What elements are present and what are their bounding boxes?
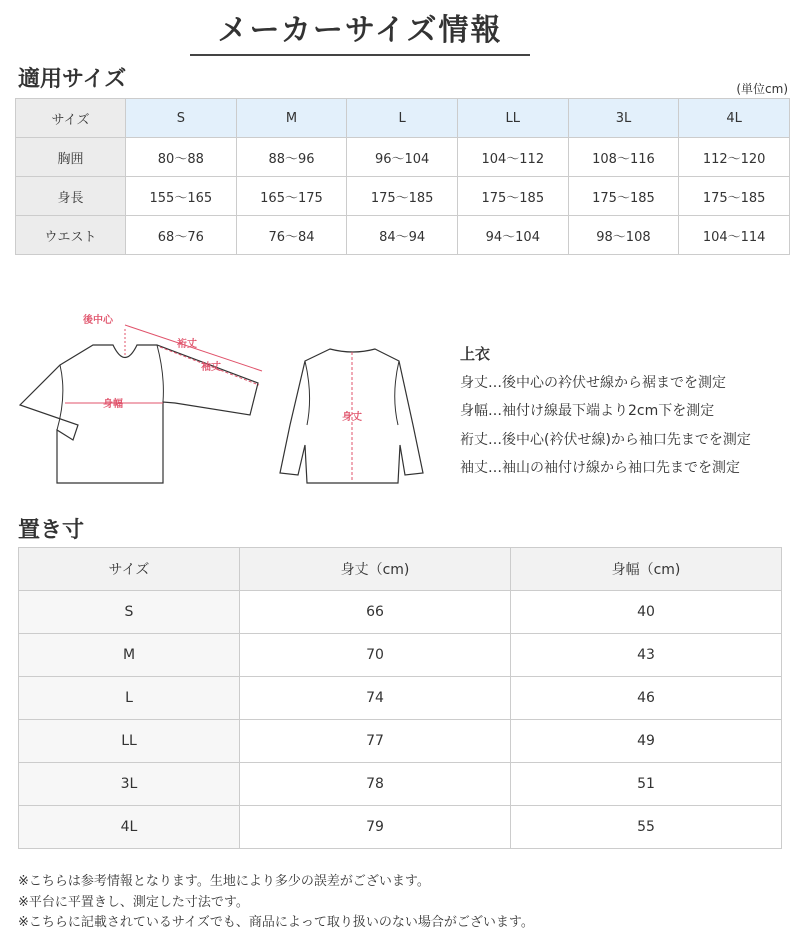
row-label: ウエスト [16, 216, 126, 255]
top-measure-description [460, 340, 751, 483]
flat-size-table [18, 547, 782, 849]
table-header-cell: 身幅（cm) [511, 548, 782, 591]
table-row [16, 216, 790, 255]
shirt-front-outline [20, 345, 258, 483]
table-cell: 55 [511, 806, 782, 849]
table-cell: 94〜104 [457, 216, 568, 255]
table-cell: 68〜76 [126, 216, 237, 255]
table-header-cell: 身丈（cm) [240, 548, 511, 591]
table-header-row [19, 548, 782, 591]
shirt-back-armhole-left [305, 361, 310, 425]
size-col-header: LL [457, 99, 568, 138]
table-header-row [16, 99, 790, 138]
table-cell: 40 [511, 591, 782, 634]
size-col-header: M [236, 99, 347, 138]
page-title: メーカーサイズ情報 [190, 8, 530, 56]
fit-size-table [15, 98, 790, 255]
desc-line: 袖丈…袖山の袖付け線から袖口先までを測定 [460, 460, 740, 476]
table-cell: LL [19, 720, 240, 763]
table-cell: 112〜120 [679, 138, 790, 177]
table-cell: S [19, 591, 240, 634]
table-cell: 43 [511, 634, 782, 677]
desc-line: 身丈…後中心の衿伏せ線から裾までを測定 [460, 374, 726, 391]
fit-size-heading: 適用サイズ [18, 67, 127, 92]
length-label: 身丈 [342, 412, 362, 423]
table-cell: L [19, 677, 240, 720]
desc-line: 裄丈…後中心(衿伏せ線)から袖口先までを測定 [460, 431, 751, 448]
size-label-cell: サイズ [16, 99, 126, 138]
table-cell: 155〜165 [126, 177, 237, 216]
table-cell: 66 [240, 591, 511, 634]
table-cell: 77 [240, 720, 511, 763]
footnotes [18, 872, 534, 934]
footnote: ※平台に平置きし、測定した寸法です。 [18, 894, 249, 910]
table-cell: 3L [19, 763, 240, 806]
table-cell: 51 [511, 763, 782, 806]
table-row [19, 677, 782, 720]
table-cell: 96〜104 [347, 138, 458, 177]
footnote: ※こちらに記載されているサイズでも、商品によって取り扱いのない場合がございます。 [18, 915, 534, 930]
shirt-back-armhole-right [395, 361, 399, 425]
table-row [16, 177, 790, 216]
yuki-label: 裄丈 [177, 339, 197, 350]
table-row [19, 806, 782, 849]
shirt-front-sleeve-seam [157, 345, 163, 402]
table-row [19, 720, 782, 763]
width-label: 身幅 [103, 399, 123, 410]
table-cell: 49 [511, 720, 782, 763]
table-row [19, 591, 782, 634]
footnote: ※こちらは参考情報となります。生地により多少の誤差がございます。 [18, 874, 430, 889]
size-col-header: 4L [679, 99, 790, 138]
unit-label: (単位cm) [736, 82, 788, 96]
table-cell: 175〜185 [568, 177, 679, 216]
table-cell: 108〜116 [568, 138, 679, 177]
table-cell: 104〜112 [457, 138, 568, 177]
table-cell: 4L [19, 806, 240, 849]
table-row [16, 138, 790, 177]
table-cell: 74 [240, 677, 511, 720]
table-cell: 98〜108 [568, 216, 679, 255]
table-cell: M [19, 634, 240, 677]
row-label: 胸囲 [16, 138, 126, 177]
table-cell: 88〜96 [236, 138, 347, 177]
table-cell: 80〜88 [126, 138, 237, 177]
table-cell: 46 [511, 677, 782, 720]
size-col-header: 3L [568, 99, 679, 138]
garment-measurement-diagram [15, 305, 455, 500]
top-desc-heading: 上衣 [460, 345, 491, 363]
row-label: 身長 [16, 177, 126, 216]
table-cell: 84〜94 [347, 216, 458, 255]
table-cell: 165〜175 [236, 177, 347, 216]
table-cell: 70 [240, 634, 511, 677]
table-header-cell: サイズ [19, 548, 240, 591]
size-col-header: L [347, 99, 458, 138]
table-cell: 175〜185 [347, 177, 458, 216]
table-cell: 79 [240, 806, 511, 849]
table-row [19, 763, 782, 806]
shirt-front-armhole [57, 365, 63, 430]
table-cell: 76〜84 [236, 216, 347, 255]
table-cell: 175〜185 [679, 177, 790, 216]
size-col-header: S [126, 99, 237, 138]
table-cell: 104〜114 [679, 216, 790, 255]
flat-size-heading: 置き寸 [18, 518, 85, 543]
sleeve-label: 袖丈 [201, 362, 221, 373]
table-cell: 175〜185 [457, 177, 568, 216]
table-cell: 78 [240, 763, 511, 806]
table-row [19, 634, 782, 677]
desc-line: 身幅…袖付け線最下端より2cm下を測定 [460, 403, 715, 419]
back-center-label: 後中心 [83, 315, 113, 326]
